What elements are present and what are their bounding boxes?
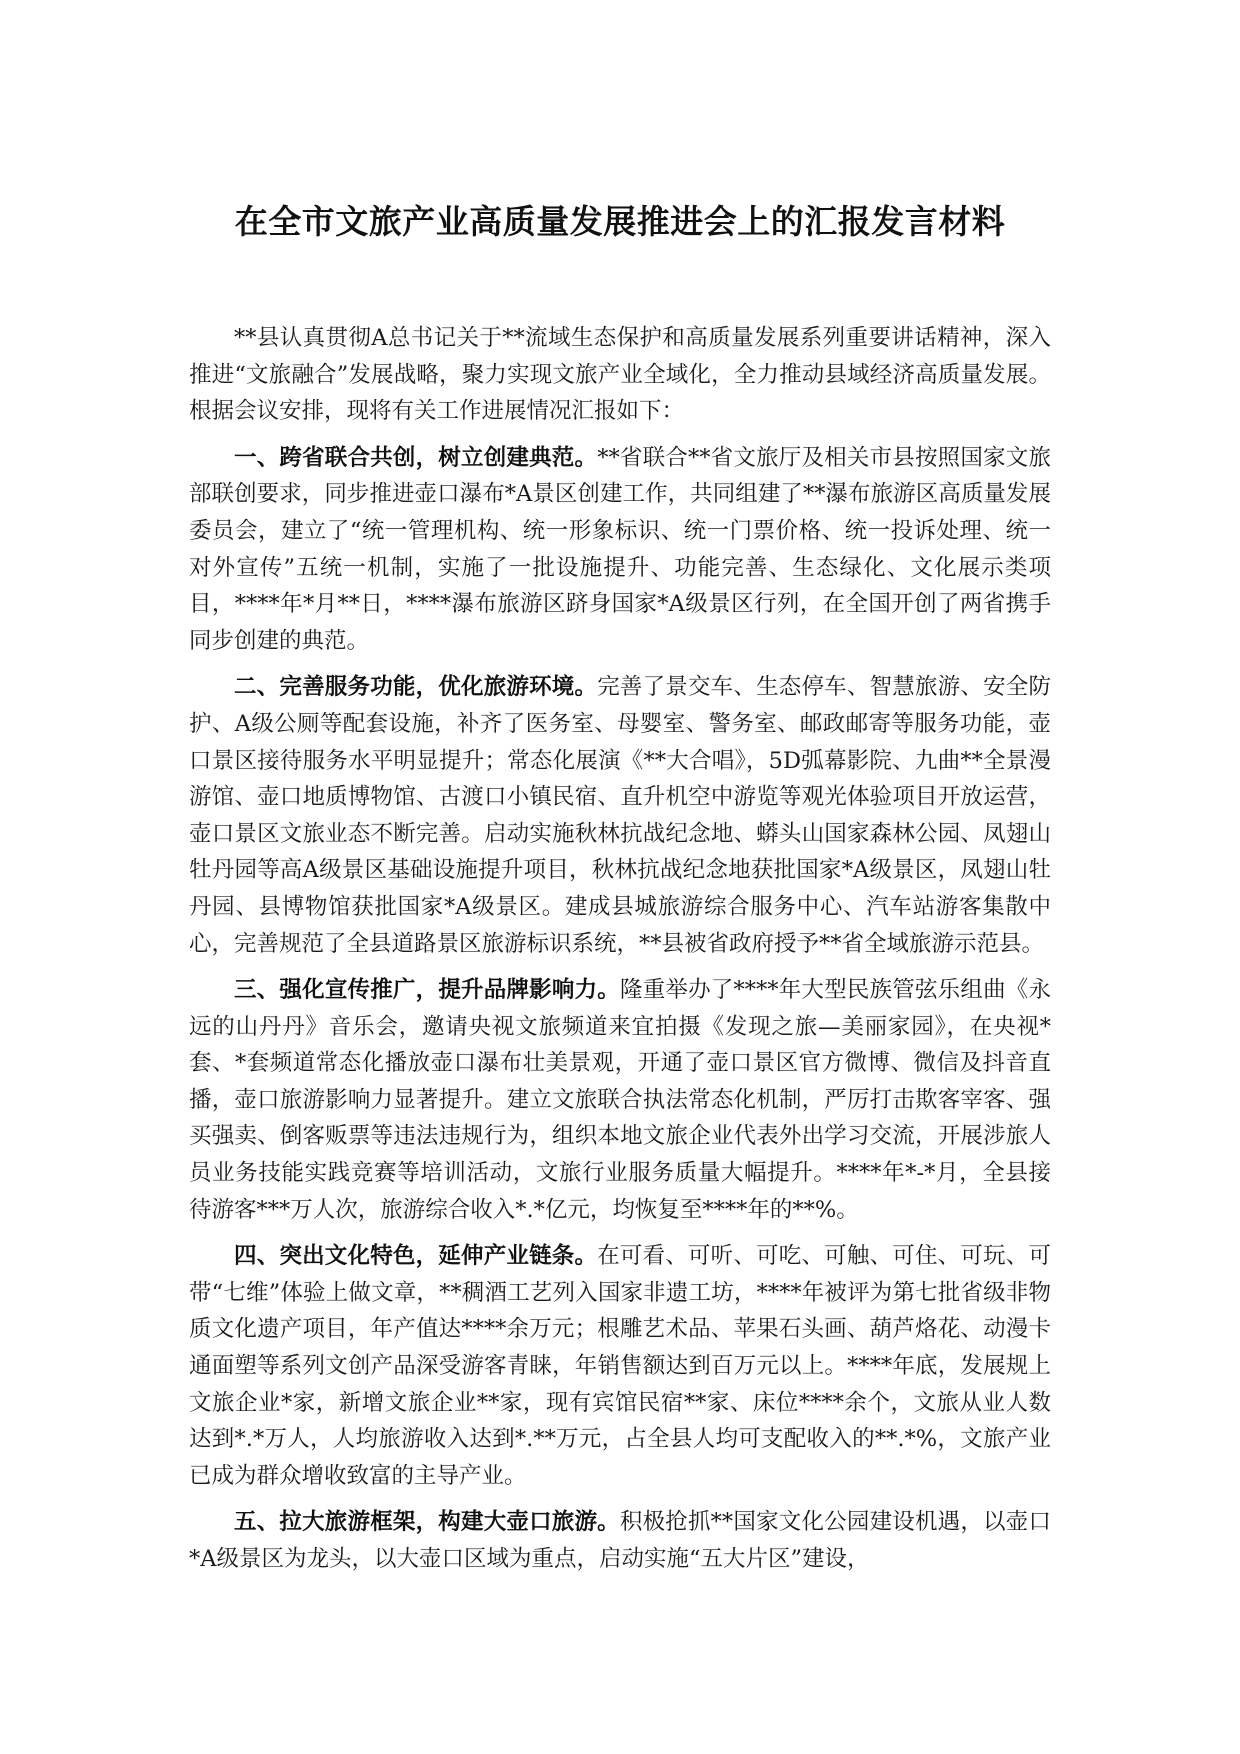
section-body-1: **省联合**省文旅厅及相关市县按照国家文旅部联创要求，同步推进壶口瀑布*A景区创建工作，共同组建了**瀑布旅游区高质量发展委员会，建立了“统一管理机构、统一形象标识、统一门票价格、统一投诉处理、统一对外宣传”五统一机制，实施了一批设施提升、功能完善、生态绿化、文化展示类项目，****年*月**日，****瀑布旅游区跻身国家*A级景区行列，在全国开创了两省携手同步创建的典范。: [189, 444, 1051, 654]
section-heading-3: 三、强化宣传推广，提升品牌影响力。: [234, 977, 620, 1004]
section-paragraph-5: [189, 1504, 1051, 1577]
section-heading-2: 二、完善服务功能，优化旅游环境。: [234, 674, 598, 701]
intro-paragraph: **县认真贯彻A总书记关于**流域生态保护和高质量发展系列重要讲话精神，深入推进“文旅融合”发展战略，聚力实现文旅产业全域化，全力推动县域经济高质量发展。根据会议安排，现将有关工作进展情况汇报如下：: [189, 325, 1051, 425]
section-heading-5: 五、拉大旅游框架，构建大壶口旅游。: [234, 1509, 620, 1536]
section-paragraph-3: [189, 972, 1051, 1228]
section-body-4: 在可看、可听、可吃、可触、可住、可玩、可带“七维”体验上做文章，**稠酒工艺列入国家非遗工坊，****年被评为第七批省级非物质文化遗产项目，年产值达****余万元；根雕艺术品、苹果石头画、葫芦烙花、动漫卡通面塑等系列文创产品深受游客青睐，年销售额达到百万元以上。****年底，发展规上文旅企业*家，新增文旅企业**家，现有宾馆民宿**家、床位****余个，文旅从业人数达到*.*万人，人均旅游收入达到*.**万元，占全县人均可支配收入的**.*%，文旅产业已成为群众增收致富的主导产业。: [189, 1243, 1051, 1489]
document-title: 在全市文旅产业高质量发展推进会上的汇报发言材料: [234, 202, 1006, 241]
section-paragraph-4: [189, 1238, 1051, 1494]
document-body: [189, 320, 1051, 1588]
section-body-2: 完善了景交车、生态停车、智慧旅游、安全防护、A级公厕等配套设施，补齐了医务室、母婴室、警务室、邮政邮寄等服务功能，壶口景区接待服务水平明显提升；常态化展演《**大合唱》，5D弧幕影院、九曲**全景漫游馆、壶口地质博物馆、古渡口小镇民宿、直升机空中游览等观光体验项目开放运营，壶口景区文旅业态不断完善。启动实施秋林抗战纪念地、蟒头山国家森林公园、凤翅山牡丹园等高A级景区基础设施提升项目，秋林抗战纪念地获批国家*A级景区，凤翅山牡丹园、县博物馆获批国家*A级景区。建成县城旅游综合服务中心、汽车站游客集散中心，完善规范了全县道路景区旅游标识系统，**县被省政府授予**省全域旅游示范县。: [189, 674, 1051, 957]
section-heading-1: 一、跨省联合共创，树立创建典范。: [234, 444, 598, 471]
section-paragraph-1: [189, 440, 1051, 660]
section-heading-4: 四、突出文化特色，延伸产业链条。: [234, 1243, 598, 1270]
section-paragraph-2: [189, 669, 1051, 962]
section-body-3: 隆重举办了****年大型民族管弦乐组曲《永远的山丹丹》音乐会，邀请央视文旅频道来宜拍摄《发现之旅—美丽家园》，在央视*套、*套频道常态化播放壶口瀑布壮美景观，开通了壶口景区官方微博、微信及抖音直播，壶口旅游影响力显著提升。建立文旅联合执法常态化机制，严厉打击欺客宰客、强买强卖、倒客贩票等违法违规行为，组织本地文旅企业代表外出学习交流，开展涉旅人员业务技能实践竞赛等培训活动，文旅行业服务质量大幅提升。****年*-*月，全县接待游客***万人次，旅游综合收入*.*亿元，均恢复至****年的**%。: [189, 977, 1051, 1223]
section-body-5: 积极抢抓**国家文化公园建设机遇，以壶口*A级景区为龙头，以大壶口区域为重点，启动实施“五大片区”建设，: [189, 1509, 1051, 1572]
